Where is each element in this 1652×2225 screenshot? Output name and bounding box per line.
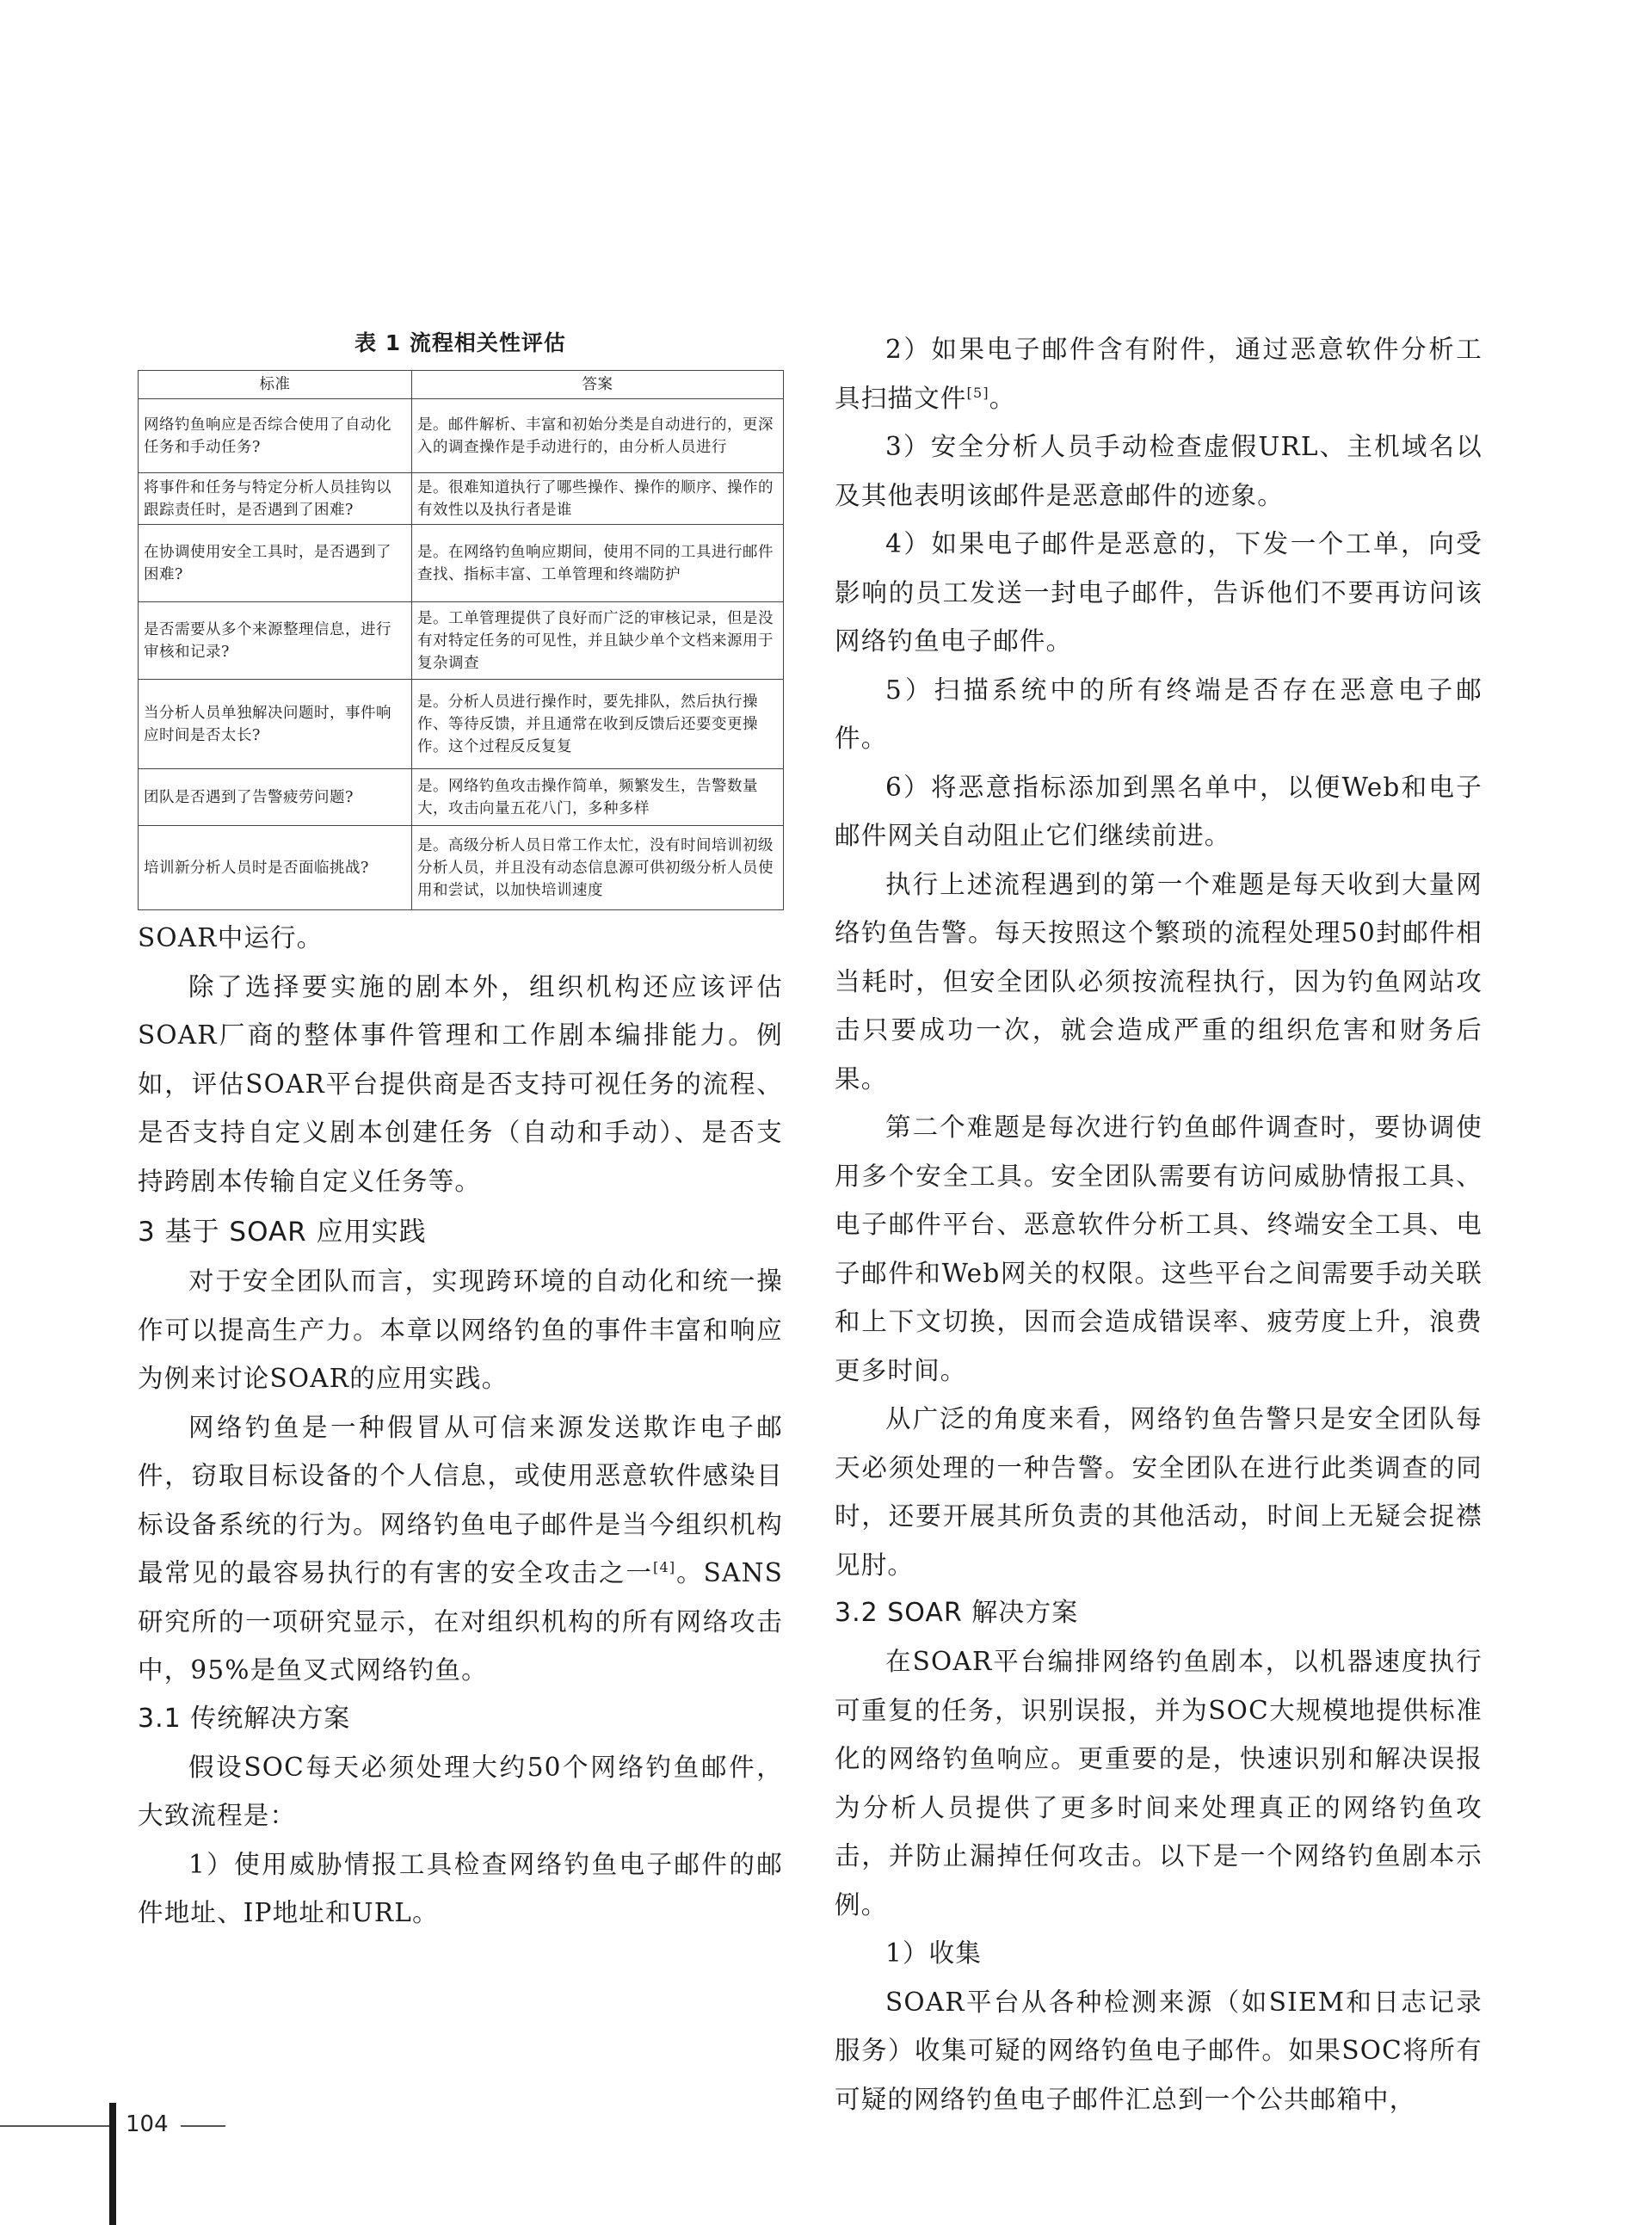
table-cell-answer: 是。邮件解析、丰富和初始分类是自动进行的，更深入的调查操作是手动进行的，由分析人员进行	[412, 399, 784, 473]
paragraph: 6）将恶意指标添加到黑名单中，以便Web和电子邮件网关自动阻止它们继续前进。	[835, 772, 1482, 850]
table-cell-criteria: 将事件和任务与特定分析人员挂钩以跟踪责任时，是否遇到了困难?	[139, 473, 412, 525]
right-column	[835, 325, 1482, 2123]
table-cell-criteria: 在协调使用安全工具时，是否遇到了困难?	[139, 525, 412, 602]
table-row	[139, 602, 784, 680]
paragraph: SOAR平台从各种检测来源（如SIEM和日志记录服务）收集可疑的网络钓鱼电子邮件。如果SOC将所有可疑的网络钓鱼电子邮件汇总到一个公共邮箱中，	[835, 1987, 1482, 2114]
table-row	[139, 399, 784, 473]
paragraph: SOAR中运行。	[138, 923, 324, 952]
section-heading: 3 基于 SOAR 应用实践	[138, 1217, 427, 1248]
subsection-heading: 3.1 传统解决方案	[138, 1703, 351, 1734]
table-cell-answer: 是。高级分析人员日常工作太忙，没有时间培训初级分析人员，并且没有动态信息源可供初级分析人员使用和尝试，以加快培训速度	[412, 826, 784, 910]
table-cell-criteria: 是否需要从多个来源整理信息，进行审核和记录?	[139, 602, 412, 680]
paragraph: 对于安全团队而言，实现跨环境的自动化和统一操作可以提高生产力。本章以网络钓鱼的事件丰富和响应为例来讨论SOAR的应用实践。	[138, 1267, 783, 1393]
paragraph: 在SOAR平台编排网络钓鱼剧本，以机器速度执行可重复的任务，识别误报，并为SOC大规模地提供标准化的网络钓鱼响应。更重要的是，快速识别和解决误报为分析人员提供了更多时间来处理真正的网络钓鱼攻击，并防止漏掉任何攻击。以下是一个网络钓鱼剧本示例。	[835, 1647, 1482, 1920]
table-header-criteria: 标准	[139, 371, 412, 399]
table-cell-answer: 是。工单管理提供了良好而广泛的审核记录，但是没有对特定任务的可见性，并且缺少单个文档来源用于复杂调查	[412, 602, 784, 680]
citation-ref: [4]	[653, 1559, 676, 1576]
paragraph-text: 网络钓鱼是一种假冒从可信来源发送欺诈电子邮件，窃取目标设备的个人信息，或使用恶意软件感染目标设备系统的行为。网络钓鱼电子邮件是当今组织机构最常见的最容易执行的有害的安全攻击之一	[138, 1412, 783, 1587]
paragraph-text: 。	[989, 383, 1016, 413]
paragraph: 第二个难题是每次进行钓鱼邮件调查时，要协调使用多个安全工具。安全团队需要有访问威胁情报工具、电子邮件平台、恶意软件分析工具、终端安全工具、电子邮件和Web网关的权限。这些平台之间需要手动关联和上下文切换，因而会造成错误率、疲劳度上升，浪费更多时间。	[835, 1112, 1482, 1385]
paragraph	[835, 325, 1482, 422]
table-header-answer: 答案	[412, 371, 784, 399]
table-title: 表 1 流程相关性评估	[354, 330, 566, 355]
table-cell-criteria: 团队是否遇到了告警疲劳问题?	[139, 769, 412, 826]
footer-rule-right	[181, 2125, 225, 2127]
citation-ref: [5]	[966, 384, 989, 401]
table-cell-criteria: 网络钓鱼响应是否综合使用了自动化任务和手动任务?	[139, 399, 412, 473]
paragraph: 4）如果电子邮件是恶意的，下发一个工单，向受影响的员工发送一封电子邮件，告诉他们不要再访问该网络钓鱼电子邮件。	[835, 529, 1482, 656]
table-cell-answer: 是。在网络钓鱼响应期间，使用不同的工具进行邮件查找、指标丰富、工单管理和终端防护	[412, 525, 784, 602]
paragraph: 3）安全分析人员手动检查虚假URL、主机域名以及其他表明该邮件是恶意邮件的迹象。	[835, 432, 1482, 510]
footer-rule-left	[0, 2125, 109, 2127]
evaluation-table	[138, 370, 784, 910]
paragraph: 5）扫描系统中的所有终端是否存在恶意电子邮件。	[835, 675, 1482, 753]
paragraph	[138, 1403, 783, 1695]
table-cell-answer: 是。网络钓鱼攻击操作简单，频繁发生，告警数量大，攻击向量五花八门，多种多样	[412, 769, 784, 826]
paragraph: 假设SOC每天必须处理大约50个网络钓鱼邮件，大致流程是：	[138, 1752, 783, 1830]
paragraph: 执行上述流程遇到的第一个难题是每天收到大量网络钓鱼告警。每天按照这个繁琐的流程处理50封邮件相当耗时，但安全团队必须按流程执行，因为钓鱼网站攻击只要成功一次，就会造成严重的组织危害和财务后果。	[835, 869, 1482, 1094]
paragraph-text: 。SANS研究所的一项研究显示，在对组织机构的所有网络攻击中，95%是鱼叉式网络钓鱼。	[138, 1558, 783, 1685]
table-cell-criteria: 培训新分析人员时是否面临挑战?	[139, 826, 412, 910]
table-row	[139, 525, 784, 602]
left-column	[138, 325, 783, 1938]
subsection-heading: 3.2 SOAR 解决方案	[835, 1598, 1079, 1628]
table-row	[139, 680, 784, 769]
paragraph-text: 2）如果电子邮件含有附件，通过恶意软件分析工具扫描文件	[835, 335, 1482, 413]
page-number: 104	[126, 2111, 169, 2137]
paragraph: 除了选择要实施的剧本外，组织机构还应该评估SOAR厂商的整体事件管理和工作剧本编排能力。例如，评估SOAR平台提供商是否支持可视任务的流程、是否支持自定义剧本创建任务（自动和手动）、是否支持跨剧本传输自定义任务等。	[138, 971, 783, 1196]
table-row	[139, 826, 784, 910]
table-header-row	[139, 371, 784, 399]
footer-bar	[109, 2103, 116, 2225]
paragraph: 1）使用威胁情报工具检查网络钓鱼电子邮件的邮件地址、IP地址和URL。	[138, 1849, 783, 1927]
table-cell-criteria: 当分析人员单独解决问题时，事件响应时间是否太长?	[139, 680, 412, 769]
table-row	[139, 769, 784, 826]
paragraph: 从广泛的角度来看，网络钓鱼告警只是安全团队每天必须处理的一种告警。安全团队在进行此类调查的同时，还要开展其所负责的其他活动，时间上无疑会捉襟见肘。	[835, 1404, 1482, 1580]
paragraph: 1）收集	[885, 1938, 983, 1968]
table-cell-answer: 是。很难知道执行了哪些操作、操作的顺序、操作的有效性以及执行者是谁	[412, 473, 784, 525]
table-row	[139, 473, 784, 525]
table-cell-answer: 是。分析人员进行操作时，要先排队，然后执行操作、等待反馈，并且通常在收到反馈后还要变更操作。这个过程反反复复	[412, 680, 784, 769]
